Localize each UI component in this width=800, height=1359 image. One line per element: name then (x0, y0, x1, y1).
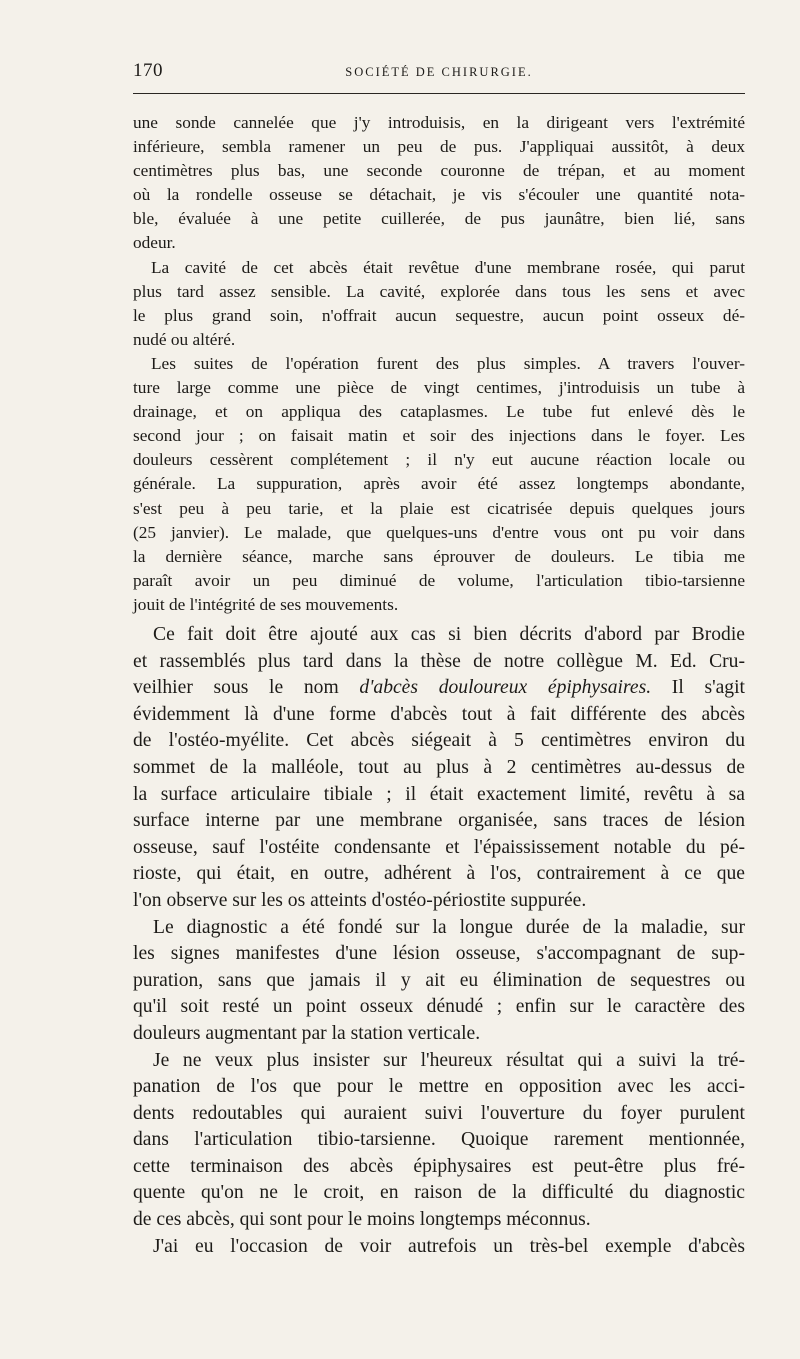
case-report-block (133, 111, 745, 617)
paragraph (133, 622, 745, 915)
text-line: jouit de l'intégrité de ses mouvements. (133, 594, 399, 614)
text-line: et rassemblés plus tard dans la thèse de notre collègue M. Ed. Cru- (133, 650, 745, 672)
text-line: de l'ostéo-myélite. Cet abcès siégeait à 5 centimètres environ du (133, 730, 745, 752)
text-line: la surface articulaire tibiale ; il était exactement limité, revêtu à sa (133, 783, 745, 805)
paragraph (133, 1048, 745, 1234)
text-line: sommet de la malléole, tout au plus à 2 centimètres au-dessus de (133, 756, 745, 778)
text-line: cette terminaison des abcès épiphysaires est peut-être plus fré- (133, 1155, 745, 1177)
text-line: Le diagnostic a été fondé sur la longue durée de la maladie, sur (153, 916, 745, 938)
paragraph (133, 256, 745, 352)
text-line: drainage, et on appliqua des cataplasmes. Le tube fut enlevé dès le (133, 402, 745, 422)
text-line: osseuse, sauf l'ostéite condensante et l'épaississement notable du pé- (133, 836, 745, 858)
commentary-block (133, 622, 745, 1260)
page-header (133, 60, 745, 88)
text-fragment: Il s'agit (651, 677, 745, 699)
text-line: quente qu'on ne le croit, en raison de la difficulté du diagnostic (133, 1182, 745, 1204)
text-line: inférieure, sembla ramener un peu de pus. J'appliquai aussitôt, à deux (133, 137, 745, 157)
paragraph (133, 352, 745, 617)
text-line: s'est peu à peu tarie, et la plaie est cicatrisée depuis quelques jours (133, 498, 745, 518)
text-line: panation de l'os que pour le mettre en opposition avec les acci- (133, 1076, 745, 1098)
paragraph (133, 915, 745, 1048)
text-line: ble, évaluée à une petite cuillerée, de pus jaunâtre, bien lié, sans (133, 209, 745, 229)
text-line: nudé ou altéré. (133, 329, 236, 349)
text-line: J'ai eu l'occasion de voir autrefois un très-bel exemple d'abcès (153, 1235, 745, 1257)
text-line: qu'il soit resté un point osseux dénudé ; enfin sur le caractère des (133, 996, 745, 1018)
text-line: douleurs cessèrent complétement ; il n'y eut aucune réaction locale ou (133, 450, 745, 470)
text-line: Je ne veux plus insister sur l'heureux résultat qui a suivi la tré- (153, 1049, 745, 1071)
text-line: surface interne par une membrane organisée, sans traces de lésion (133, 810, 745, 832)
text-line: le plus grand soin, n'offrait aucun sequestre, aucun point osseux dé- (133, 305, 745, 325)
running-head: SOCIÉTÉ DE CHIRURGIE. (345, 65, 533, 79)
text-line: douleurs augmentant par la station verticale. (133, 1022, 481, 1044)
text-line: évidemment là d'une forme d'abcès tout à fait différente des abcès (133, 703, 745, 725)
text-line: centimètres plus bas, une seconde couronne de trépan, et au moment (133, 161, 745, 181)
text-line: Ce fait doit être ajouté aux cas si bien décrits d'abord par Brodie (153, 624, 745, 645)
text-line: générale. La suppuration, après avoir été assez longtemps abondante, (133, 474, 745, 494)
text-line: dans l'articulation tibio-tarsienne. Quoique rarement mentionnée, (133, 1129, 745, 1151)
text-fragment: veilhier sous le nom (133, 677, 360, 699)
text-line: puration, sans que jamais il y ait eu élimination de sequestres ou (133, 969, 745, 991)
header-rule (133, 93, 745, 94)
text-line: l'on observe sur les os atteints d'ostéo-périostite suppurée. (133, 889, 587, 911)
text-line: une sonde cannelée que j'y introduisis, en la dirigeant vers l'extrémité (133, 113, 745, 132)
italic-term: d'abcès douloureux épiphysaires. (359, 677, 652, 699)
text-line (133, 675, 745, 702)
text-line: rioste, qui était, en outre, adhérent à l'os, contrairement à ce que (133, 863, 745, 885)
text-line: dents redoutables qui auraient suivi l'ouverture du foyer purulent (133, 1102, 745, 1124)
text-line: second jour ; on faisait matin et soir des injections dans le foyer. Les (133, 426, 745, 446)
text-line: où la rondelle osseuse se détachait, je vis s'écouler une quantité nota- (133, 185, 745, 205)
text-line: de ces abcès, qui sont pour le moins longtemps méconnus. (133, 1209, 591, 1231)
paragraph (133, 1234, 745, 1261)
text-line: odeur. (133, 233, 176, 253)
text-line: (25 janvier). Le malade, que quelques-uns d'entre vous ont pu voir dans (133, 522, 745, 542)
paragraph (133, 111, 745, 256)
page-number: 170 (133, 60, 163, 81)
text-line: plus tard assez sensible. La cavité, explorée dans tous les sens et avec (133, 281, 745, 301)
text-line: la dernière séance, marche sans éprouver de douleurs. Le tibia me (133, 546, 745, 566)
text-line: ture large comme une pièce de vingt centimes, j'introduisis un tube à (133, 378, 745, 398)
text-line: La cavité de cet abcès était revêtue d'une membrane rosée, qui parut (151, 257, 745, 277)
text-line: paraît avoir un peu diminué de volume, l'articulation tibio-tarsienne (133, 570, 745, 590)
text-line: les signes manifestes d'une lésion osseuse, s'accompagnant de sup- (133, 943, 745, 965)
text-line: Les suites de l'opération furent des plus simples. A travers l'ouver- (151, 353, 745, 373)
